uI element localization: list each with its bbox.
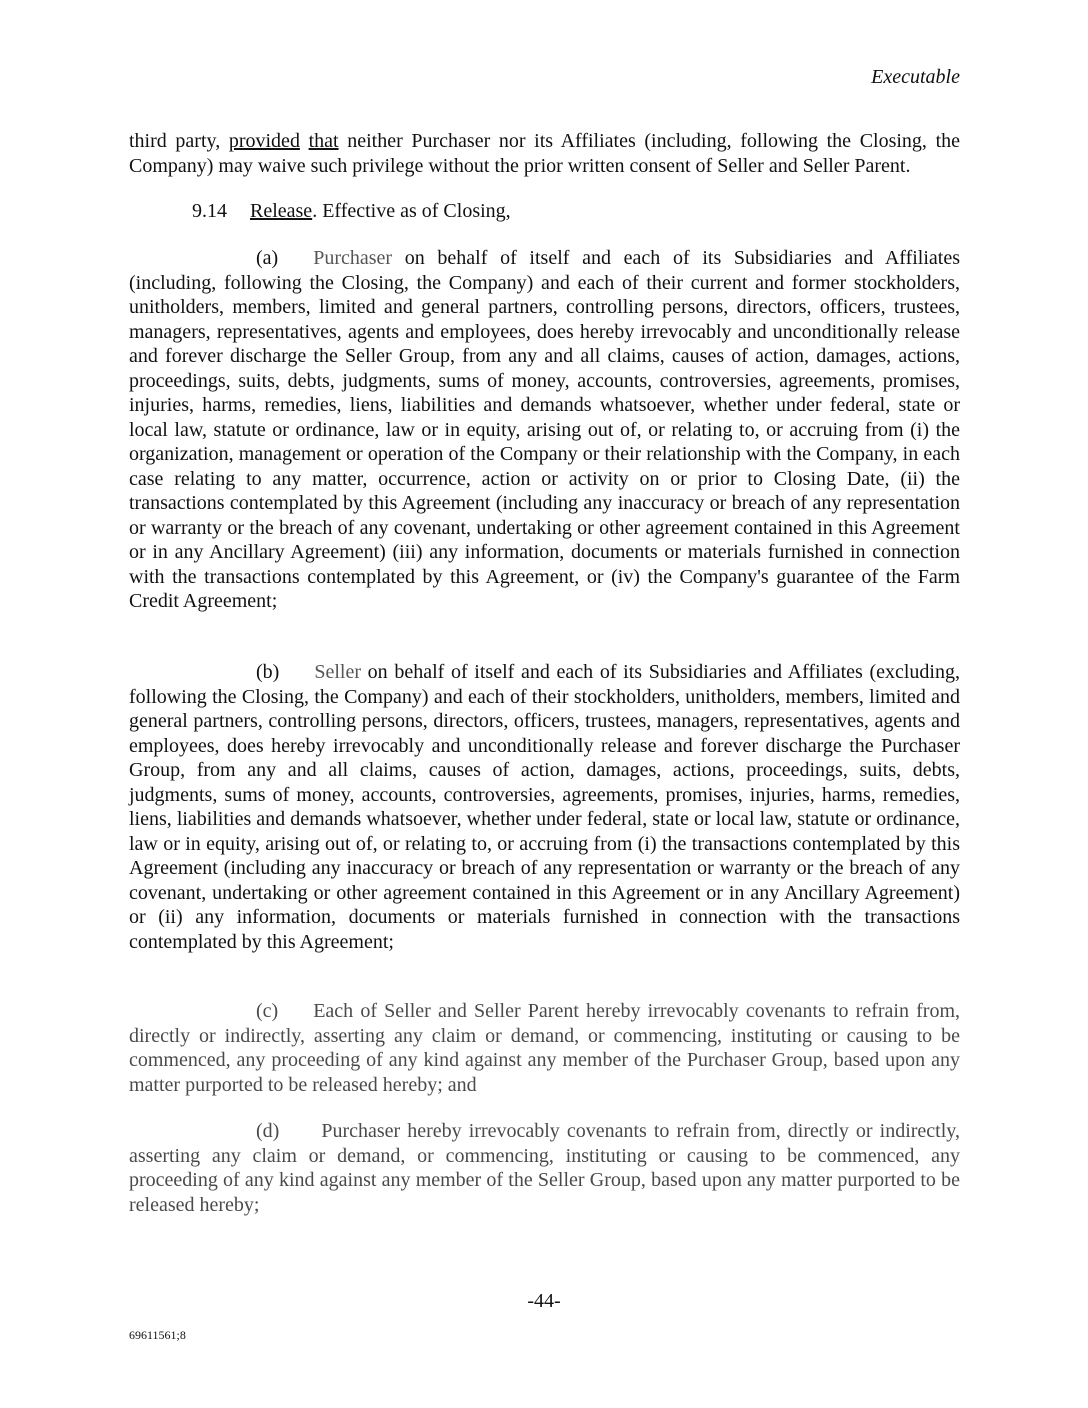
document-id: 69611561;8 — [129, 1328, 186, 1342]
header-label: Executable — [871, 66, 960, 88]
clause-c-text: Each of Seller and Seller Parent hereby irrevocably covenants to refrain from, directly or indirectly, asserting any claim or demand, or commencing, instituting or causing to be commenced, any proceeding of any kind against any member of the Purchaser Group, based upon any matter purported to be released hereby; and — [129, 1000, 960, 1096]
continuation-suffix: neither Purchaser nor its Affiliates (including, following the Closing, the Company) may waive such privilege without the prior written consent of Seller and Seller Parent. — [129, 130, 961, 177]
continuation-prefix: third party, — [129, 130, 229, 152]
section-number: 9.14 — [192, 200, 227, 222]
clause-a-party: Purchaser — [313, 247, 393, 269]
clause-b-label: (b) — [256, 661, 280, 683]
that-term: that — [308, 130, 339, 152]
clause-c-label: (c) — [256, 1000, 279, 1022]
clause-d-text: Purchaser hereby irrevocably covenants to refrain from, directly or indirectly, asserting any claim or demand, or commencing, instituting or causing to be commenced, any proceeding of any kind against any member of the Seller Group, based upon any matter purported to be released hereby; — [129, 1120, 960, 1216]
clause-a-text: on behalf of itself and each of its Subsidiaries and Affiliates (including, following the Closing, the Company) and each of their current and former stockholders, unitholders, members, limited and general partners, controlling persons, directors, officers, trustees, managers, representatives, agents and employees, does hereby irrevocably and unconditionally release and forever discharge the Seller Group, from any and all claims, causes of action, damages, actions, proceedings, suits, debts, judgments, sums of money, accounts, controversies, agreements, promises, injuries, harms, remedies, liens, liabilities and demands whatsoever, whether under federal, state or local law, statute or ordinance, law or in equity, arising out of, or relating to, or accruing from (i) the organization, management or operation of the Company or their relationship with the Company, in each case relating to any matter, occurrence, action or activity on or prior to Closing Date, (ii) the transactions contemplated by this Agreement (including any inaccuracy or breach of any representation or warranty or the breach of any covenant, undertaking or other agreement contained in this Agreement or in any Ancillary Agreement) (iii) any information, documents or materials furnished in connection with the transactions contemplated by this Agreement, or (iv) the Company's guarantee of the Farm Credit Agreement; — [129, 247, 960, 612]
clause-c-paragraph — [129, 999, 960, 1097]
clause-d-paragraph — [129, 1119, 960, 1217]
clause-a-label: (a) — [256, 247, 279, 269]
page-number: -44- — [527, 1290, 561, 1312]
section-9-14-heading — [129, 199, 960, 224]
section-title: Release — [250, 200, 313, 222]
continuation-paragraph — [129, 129, 960, 178]
clause-b-text: on behalf of itself and each of its Subsidiaries and Affiliates (excluding, following the Closing, the Company) and each of their stockholders, unitholders, members, limited and general partners, controlling persons, directors, officers, trustees, managers, representatives, agents and employees, does hereby irrevocably and unconditionally release and forever discharge the Purchaser Group, from any and all claims, causes of action, damages, actions, proceedings, suits, debts, judgments, sums of money, accounts, controversies, agreements, promises, injuries, harms, remedies, liens, liabilities and demands whatsoever, whether under federal, state or local law, statute or ordinance, law or in equity, arising out of, or relating to, or accruing from (i) the transactions contemplated by this Agreement (including any inaccuracy or breach of any representation or warranty or the breach of any covenant, undertaking or other agreement contained in this Agreement or in any Ancillary Agreement) or (ii) any information, documents or materials furnished in connection with the transactions contemplated by this Agreement; — [129, 661, 960, 953]
clause-b-party: Seller — [314, 661, 361, 683]
provided-term: provided — [228, 130, 300, 152]
clause-d-label: (d) — [256, 1120, 280, 1142]
clause-b-paragraph — [129, 660, 960, 954]
section-intro-text: . Effective as of Closing, — [312, 200, 511, 222]
clause-a-paragraph — [129, 246, 960, 614]
